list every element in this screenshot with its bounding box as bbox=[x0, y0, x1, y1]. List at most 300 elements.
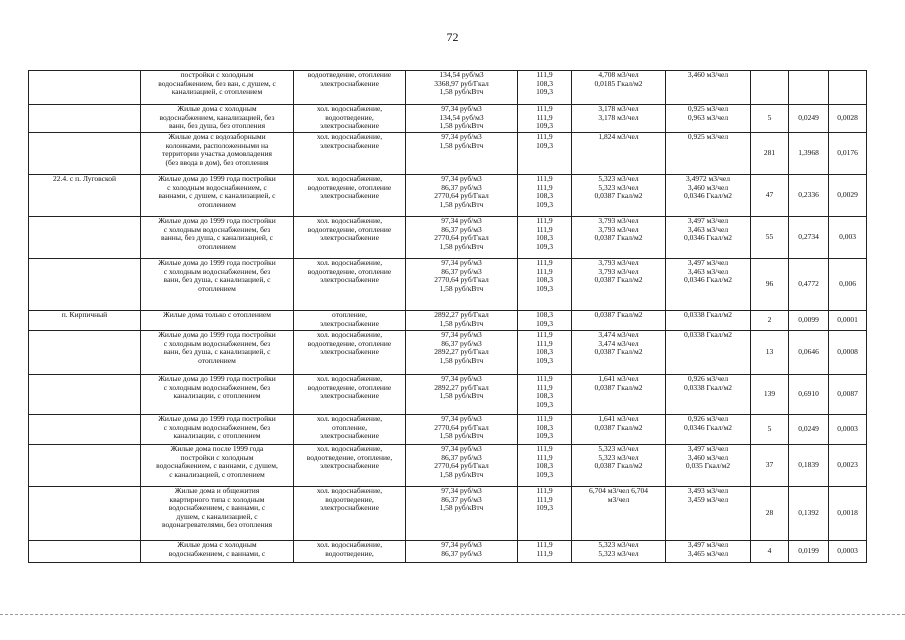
tariff-cell bbox=[406, 217, 518, 259]
cell-line: 5,323 м3/чел bbox=[598, 548, 639, 558]
cell-line: 109,3 bbox=[536, 318, 553, 328]
index-cell bbox=[518, 541, 572, 563]
cell-line: 3,460 м3/чел bbox=[687, 182, 729, 192]
volume-cell: 0,2734 bbox=[789, 217, 829, 259]
cell-line: 97,34 руб/м3 bbox=[441, 174, 482, 183]
cell-line: электроснабжение bbox=[320, 233, 379, 243]
table-row bbox=[29, 175, 867, 217]
cell-line: колонками, расположенными на bbox=[165, 140, 269, 150]
cell-line: 1,58 руб/кВтч bbox=[439, 391, 484, 401]
cell-line: 109,3 bbox=[536, 355, 553, 365]
cell-line: Жилые дома после 1999 года bbox=[170, 444, 264, 453]
cell-line: электроснабжение bbox=[320, 391, 379, 401]
cell-line: 2770,64 руб/Гкал bbox=[434, 191, 489, 201]
cell-line: 111,9 bbox=[536, 216, 553, 225]
table-row bbox=[29, 331, 867, 375]
cell-line: электроснабжение bbox=[320, 431, 379, 441]
locality-cell bbox=[29, 259, 141, 311]
cell-line: 86,37 руб/м3 bbox=[441, 548, 482, 558]
norm-cell bbox=[572, 175, 666, 217]
norm-alt-cell bbox=[666, 375, 751, 415]
share-cell: 0,0023 bbox=[829, 445, 867, 487]
norm-cell bbox=[572, 487, 666, 541]
volume-cell: 0,4772 bbox=[789, 259, 829, 311]
locality-cell: 22.4. с п. Луговской bbox=[29, 175, 141, 217]
cell-line: ваннами, с душем, с канализацией, с bbox=[158, 191, 276, 201]
cell-line: душем, с канализацией, с bbox=[176, 511, 258, 521]
cell-line: 4,708 м3/чел bbox=[598, 70, 639, 79]
cell-line: 111,9 bbox=[536, 338, 553, 348]
cell-line: отопление, bbox=[332, 422, 367, 432]
category-cell bbox=[141, 71, 294, 105]
index-cell bbox=[518, 331, 572, 375]
count-cell: 28 bbox=[751, 487, 789, 541]
cell-line: 86,37 руб/м3 bbox=[441, 266, 482, 276]
cell-line: 1,58 руб/кВтч bbox=[439, 87, 484, 97]
category-cell bbox=[141, 105, 294, 133]
category-cell bbox=[141, 487, 294, 541]
tariff-cell bbox=[406, 259, 518, 311]
cell-line: электроснабжение bbox=[320, 347, 379, 357]
norm-cell bbox=[572, 311, 666, 331]
cell-line: 108,3 bbox=[536, 461, 553, 471]
cell-line: 0,0338 Гкал/м2 bbox=[683, 382, 733, 392]
cell-line: 2892,27 руб/Гкал bbox=[434, 347, 489, 357]
cell-line: 86,37 руб/м3 bbox=[441, 494, 482, 504]
services-cell bbox=[294, 175, 406, 217]
cell-line: водоотведение, отопление bbox=[307, 382, 392, 392]
cell-line: 0,0387 Гкал/м2 bbox=[594, 191, 643, 201]
table-row bbox=[29, 71, 867, 105]
volume-cell: 0,1839 bbox=[789, 445, 829, 487]
index-cell bbox=[518, 445, 572, 487]
share-cell: 0,0018 bbox=[829, 487, 867, 541]
norm-cell bbox=[572, 105, 666, 133]
cell-line: 1,58 руб/кВтч bbox=[439, 140, 484, 150]
cell-line: электроснабжение bbox=[320, 318, 379, 328]
norm-alt-cell bbox=[666, 217, 751, 259]
cell-line: 1,641 м3/чел bbox=[598, 374, 639, 383]
volume-cell: 0,0199 bbox=[789, 541, 829, 563]
cell-line: 5,323 м3/чел bbox=[598, 444, 639, 453]
cell-line: 3,460 м3/чел bbox=[687, 452, 729, 462]
count-cell: 139 bbox=[751, 375, 789, 415]
volume-cell: 0,0249 bbox=[789, 105, 829, 133]
cell-line: 3,178 м3/чел bbox=[598, 104, 639, 113]
cell-line: 97,34 руб/м3 bbox=[441, 258, 482, 267]
cell-line: 0,0387 Гкал/м2 bbox=[594, 310, 643, 319]
cell-line: с холодным водоснабжением, без bbox=[163, 422, 271, 432]
count-cell: 4 bbox=[751, 541, 789, 563]
count-cell bbox=[751, 71, 789, 105]
cell-line: Жилые дома до 1999 года постройки bbox=[158, 414, 276, 423]
services-cell bbox=[294, 311, 406, 331]
cell-line: 5,323 м3/чел bbox=[598, 174, 639, 183]
count-cell: 2 bbox=[751, 311, 789, 331]
cell-line: 3,793 м3/чел bbox=[598, 258, 639, 267]
count-cell: 55 bbox=[751, 217, 789, 259]
volume-cell: 1,3968 bbox=[789, 133, 829, 175]
index-cell bbox=[518, 217, 572, 259]
cell-line: 109,3 bbox=[536, 241, 553, 251]
locality-cell bbox=[29, 331, 141, 375]
services-cell bbox=[294, 487, 406, 541]
services-cell bbox=[294, 415, 406, 445]
cell-line: 109,3 bbox=[536, 283, 553, 293]
table-row bbox=[29, 105, 867, 133]
tariff-cell bbox=[406, 541, 518, 563]
cell-line: 111,9 bbox=[536, 382, 553, 392]
volume-cell: 0,0646 bbox=[789, 331, 829, 375]
table-row bbox=[29, 375, 867, 415]
share-cell: 0,0176 bbox=[829, 133, 867, 175]
cell-line: с канализацией, с отоплением bbox=[169, 469, 265, 479]
cell-line: 86,37 руб/м3 bbox=[441, 182, 482, 192]
services-cell bbox=[294, 71, 406, 105]
cell-line: 108,3 bbox=[536, 191, 553, 201]
share-cell bbox=[829, 71, 867, 105]
norm-cell bbox=[572, 331, 666, 375]
cell-line: 97,34 руб/м3 bbox=[441, 486, 482, 495]
cell-line: ванн, без душа, с канализацией, с bbox=[163, 275, 271, 285]
cell-line: Жилые дома до 1999 года постройки bbox=[158, 174, 276, 183]
cell-line: 3368,97 руб/Гкал bbox=[434, 78, 489, 88]
tariff-cell bbox=[406, 375, 518, 415]
cell-line: водоотведение, отопление, bbox=[306, 452, 393, 462]
cell-line: 97,34 руб/м3 bbox=[441, 414, 482, 423]
table-row bbox=[29, 445, 867, 487]
volume-cell bbox=[789, 71, 829, 105]
norm-alt-cell bbox=[666, 105, 751, 133]
cell-line: 109,3 bbox=[536, 469, 553, 479]
cell-line: 97,34 руб/м3 bbox=[441, 540, 482, 549]
index-cell bbox=[518, 311, 572, 331]
cell-line: Жилые дома только с отоплением bbox=[163, 310, 271, 319]
cell-line: 1,58 руб/кВтч bbox=[439, 318, 484, 328]
cell-line: 108,3 bbox=[536, 310, 553, 319]
table-row bbox=[29, 217, 867, 259]
cell-line: постройки с холодным bbox=[180, 452, 254, 462]
category-cell bbox=[141, 445, 294, 487]
services-cell bbox=[294, 217, 406, 259]
cell-line: электроснабжение bbox=[320, 191, 379, 201]
cell-line: отоплением bbox=[198, 283, 236, 293]
cell-line: 0,0346 Гкал/м2 bbox=[683, 191, 733, 201]
cell-line: водоотведение, bbox=[325, 494, 374, 504]
cell-line: 108,3 bbox=[536, 233, 553, 243]
cell-line: 111,9 bbox=[536, 330, 553, 339]
cell-line: 0,035 Гкал/м2 bbox=[685, 461, 731, 471]
cell-line: 109,3 bbox=[536, 503, 553, 513]
cell-line: постройки с холодным bbox=[180, 70, 254, 79]
cell-line: водоотведение, отопление bbox=[307, 70, 392, 79]
category-cell bbox=[141, 259, 294, 311]
cell-line: 111,9 bbox=[536, 414, 553, 423]
cell-line: 3,465 м3/чел bbox=[687, 548, 729, 558]
cell-line: хол. водоснабжение, bbox=[316, 216, 383, 225]
cell-line: 3,474 м3/чел bbox=[598, 330, 639, 339]
cell-line: 3,463 м3/чел bbox=[687, 224, 729, 234]
cell-line: 1,58 руб/кВтч bbox=[439, 241, 484, 251]
cell-line: 3,4972 м3/чел bbox=[686, 174, 730, 183]
table-row bbox=[29, 487, 867, 541]
cell-line: 5,323 м3/чел bbox=[598, 182, 639, 192]
cell-line: 5,323 м3/чел bbox=[598, 452, 639, 462]
cell-line: канализации, с отоплением bbox=[173, 431, 261, 441]
cell-line: 97,34 руб/м3 bbox=[441, 444, 482, 453]
cell-line: Жилые дома до 1999 года постройки bbox=[158, 330, 276, 339]
cell-line: 3,459 м3/чел bbox=[687, 494, 729, 504]
cell-line: хол. водоснабжение, bbox=[316, 540, 383, 549]
cell-line: водонагревателями, без отопления bbox=[161, 520, 273, 530]
locality-cell bbox=[29, 105, 141, 133]
cell-line: канализацией, с отоплением bbox=[171, 87, 263, 97]
cell-line: водоотведение, bbox=[325, 112, 374, 122]
locality-cell bbox=[29, 217, 141, 259]
cell-line: 134,54 руб/м3 bbox=[439, 70, 484, 79]
cell-line: 3,460 м3/чел bbox=[687, 70, 729, 79]
cell-line: территории участка домовладения bbox=[162, 149, 272, 159]
cell-line: хол. водоснабжение, bbox=[316, 444, 383, 453]
cell-line: 2892,27 руб/Гкал bbox=[434, 310, 489, 319]
count-cell: 96 bbox=[751, 259, 789, 311]
cell-line: 111,9 bbox=[536, 548, 553, 558]
cell-line: 109,3 bbox=[536, 87, 553, 97]
category-cell bbox=[141, 541, 294, 563]
tariff-cell bbox=[406, 71, 518, 105]
norm-cell bbox=[572, 541, 666, 563]
cell-line: электроснабжение bbox=[320, 121, 379, 131]
index-cell bbox=[518, 375, 572, 415]
cell-line: водоотведение, bbox=[325, 548, 374, 558]
cell-line: ванн, без душа, с канализацией, с bbox=[163, 347, 271, 357]
cell-line: хол. водоснабжение, bbox=[316, 486, 383, 495]
cell-line: 0,0387 Гкал/м2 bbox=[594, 233, 643, 243]
cell-line: 3,463 м3/чел bbox=[687, 266, 729, 276]
norm-alt-cell bbox=[666, 259, 751, 311]
index-cell bbox=[518, 175, 572, 217]
locality-cell bbox=[29, 445, 141, 487]
cell-line: с холодным водоснабжением, без bbox=[163, 224, 271, 234]
cell-line: хол. водоснабжение, bbox=[316, 174, 383, 183]
cell-line: 108,3 bbox=[536, 391, 553, 401]
cell-line: 134,54 руб/м3 bbox=[439, 112, 484, 122]
cell-line: 108,3 bbox=[536, 78, 553, 88]
table-row bbox=[29, 133, 867, 175]
cell-line: 111,9 bbox=[536, 494, 553, 504]
cell-line: с холодным водоснабжением, без bbox=[163, 338, 271, 348]
cell-line: водоотведение, отопление bbox=[307, 338, 392, 348]
cell-line: с холодным водоснабжением, без bbox=[163, 266, 271, 276]
cell-line: 111,9 bbox=[536, 104, 553, 113]
cell-line: 97,34 руб/м3 bbox=[441, 216, 482, 225]
cell-line: 3,793 м3/чел bbox=[598, 216, 639, 225]
count-cell: 13 bbox=[751, 331, 789, 375]
cell-line: 0,925 м3/чел bbox=[687, 104, 729, 113]
cell-line: 0,0387 Гкал/м2 bbox=[594, 347, 643, 357]
category-cell bbox=[141, 311, 294, 331]
index-cell bbox=[518, 71, 572, 105]
cell-line: квартирного типа с холодным bbox=[169, 494, 265, 504]
cell-line: 0,0338 Гкал/м2 bbox=[683, 330, 733, 339]
cell-line: 0,0346 Гкал/м2 bbox=[683, 422, 733, 432]
cell-line: 2770,64 руб/Гкал bbox=[434, 275, 489, 285]
services-cell bbox=[294, 445, 406, 487]
cell-line: 1,58 руб/кВтч bbox=[439, 121, 484, 131]
cell-line: электроснабжение bbox=[320, 140, 379, 150]
cell-line: 0,0387 Гкал/м2 bbox=[594, 382, 643, 392]
cell-line: 97,34 руб/м3 bbox=[441, 104, 482, 113]
category-cell bbox=[141, 133, 294, 175]
volume-cell: 0,2336 bbox=[789, 175, 829, 217]
page-number: 72 bbox=[446, 30, 459, 44]
cell-line: 3,497 м3/чел bbox=[687, 216, 729, 225]
services-cell bbox=[294, 259, 406, 311]
cell-line: Жилые дома и общежития bbox=[174, 486, 260, 495]
cell-line: 86,37 руб/м3 bbox=[441, 224, 482, 234]
cell-line: 5,323 м3/чел bbox=[598, 540, 639, 549]
cell-line: 1,58 руб/кВтч bbox=[439, 355, 484, 365]
count-cell: 37 bbox=[751, 445, 789, 487]
cell-line: 0,0338 Гкал/м2 bbox=[683, 310, 733, 319]
tariff-cell bbox=[406, 415, 518, 445]
cell-line: 97,34 руб/м3 bbox=[441, 374, 482, 383]
share-cell: 0,0001 bbox=[829, 311, 867, 331]
cell-line: отопление, bbox=[332, 310, 367, 319]
services-cell bbox=[294, 375, 406, 415]
cell-line: 111,9 bbox=[536, 132, 553, 141]
norm-alt-cell bbox=[666, 133, 751, 175]
cell-line: 0,0346 Гкал/м2 bbox=[683, 275, 733, 285]
count-cell: 47 bbox=[751, 175, 789, 217]
table-row bbox=[29, 259, 867, 311]
norm-cell bbox=[572, 217, 666, 259]
cell-line: 97,34 руб/м3 bbox=[441, 132, 482, 141]
tariff-cell bbox=[406, 105, 518, 133]
cell-line: 1,58 руб/кВтч bbox=[439, 283, 484, 293]
cell-line: ванн, без душа, без отопления bbox=[168, 121, 266, 131]
index-cell bbox=[518, 415, 572, 445]
cell-line: водоснабжением, с ваннами, с душем, bbox=[156, 461, 278, 471]
cell-line: водоснабжением, с ваннами, с bbox=[168, 548, 266, 558]
norm-alt-cell bbox=[666, 331, 751, 375]
share-cell: 0,0003 bbox=[829, 541, 867, 563]
cell-line: 109,3 bbox=[536, 199, 553, 209]
locality-cell bbox=[29, 487, 141, 541]
tariff-cell bbox=[406, 331, 518, 375]
count-cell: 5 bbox=[751, 105, 789, 133]
cell-line: 111,9 bbox=[536, 444, 553, 453]
cell-line: Жилые дома до 1999 года постройки bbox=[158, 258, 276, 267]
norm-alt-cell bbox=[666, 445, 751, 487]
cell-line: водоснабжением, канализацией, без bbox=[159, 112, 275, 122]
cell-line: 0,0185 Гкал/м2 bbox=[594, 78, 643, 88]
locality-cell bbox=[29, 415, 141, 445]
cell-line: 111,9 bbox=[536, 174, 553, 183]
norm-cell bbox=[572, 445, 666, 487]
cell-line: хол. водоснабжение, bbox=[316, 330, 383, 339]
share-cell: 0,003 bbox=[829, 217, 867, 259]
share-cell: 0,0008 bbox=[829, 331, 867, 375]
tariff-cell bbox=[406, 487, 518, 541]
cell-line: с холодным водоснабжением, без bbox=[163, 382, 271, 392]
cell-line: 6,704 м3/чел 6,704 bbox=[589, 486, 648, 495]
cell-line: 86,37 руб/м3 bbox=[441, 452, 482, 462]
tariff-norms-table bbox=[28, 70, 867, 563]
cell-line: 3,497 м3/чел bbox=[687, 258, 729, 267]
table-row bbox=[29, 541, 867, 563]
norm-cell bbox=[572, 133, 666, 175]
cell-line: 111,9 bbox=[536, 182, 553, 192]
cell-line: водоотведение, отопление bbox=[307, 266, 392, 276]
cell-line: 1,58 руб/кВтч bbox=[439, 503, 484, 513]
cell-line: 111,9 bbox=[536, 266, 553, 276]
cell-line: 0,963 м3/чел bbox=[687, 112, 729, 122]
tariff-cell bbox=[406, 311, 518, 331]
cell-line: хол. водоснабжение, bbox=[316, 104, 383, 113]
index-cell bbox=[518, 105, 572, 133]
cell-line: 1,641 м3/чел bbox=[598, 414, 639, 423]
cell-line: м3/чел bbox=[607, 494, 630, 504]
category-cell bbox=[141, 375, 294, 415]
cell-line: хол. водоснабжение, bbox=[316, 374, 383, 383]
norm-cell bbox=[572, 375, 666, 415]
cell-line: 108,3 bbox=[536, 347, 553, 357]
norm-alt-cell bbox=[666, 71, 751, 105]
cell-line: 3,793 м3/чел bbox=[598, 266, 639, 276]
cell-line: водоснабжением, без ван, с душем, с bbox=[158, 78, 276, 88]
cell-line: 109,3 bbox=[536, 399, 553, 409]
cell-line: 111,9 bbox=[536, 486, 553, 495]
category-cell bbox=[141, 175, 294, 217]
cell-line: 3,497 м3/чел bbox=[687, 444, 729, 453]
cell-line: 111,9 bbox=[536, 258, 553, 267]
cell-line: 0,0387 Гкал/м2 bbox=[594, 275, 643, 285]
norm-alt-cell bbox=[666, 311, 751, 331]
locality-cell bbox=[29, 375, 141, 415]
cell-line: водоотведение, отопление bbox=[307, 182, 392, 192]
tariff-cell bbox=[406, 133, 518, 175]
norm-alt-cell bbox=[666, 415, 751, 445]
cell-line: ванны, без душа, с канализацией, с bbox=[161, 233, 273, 243]
cell-line: 111,9 bbox=[536, 374, 553, 383]
cell-line: отоплением bbox=[198, 241, 236, 251]
cell-line: канализации, с отоплением bbox=[173, 391, 261, 401]
cell-line: (без ввода в дом), без отопления bbox=[165, 157, 269, 167]
share-cell: 0,0087 bbox=[829, 375, 867, 415]
count-cell: 5 bbox=[751, 415, 789, 445]
cell-line: 2770,64 руб/Гкал bbox=[434, 233, 489, 243]
cell-line: хол. водоснабжение, bbox=[316, 258, 383, 267]
cell-line: хол. водоснабжение, bbox=[316, 132, 383, 141]
cell-line: 1,58 руб/кВтч bbox=[439, 431, 484, 441]
cell-line: Жилые дома до 1999 года постройки bbox=[158, 216, 276, 225]
page-bottom-rule bbox=[0, 614, 905, 615]
category-cell bbox=[141, 415, 294, 445]
cell-line: 111,9 bbox=[536, 70, 553, 79]
cell-line: 3,474 м3/чел bbox=[598, 338, 639, 348]
cell-line: электроснабжение bbox=[320, 503, 379, 513]
norm-alt-cell bbox=[666, 541, 751, 563]
tariff-cell bbox=[406, 175, 518, 217]
locality-cell bbox=[29, 133, 141, 175]
cell-line: 2770,64 руб/Гкал bbox=[434, 422, 489, 432]
locality-cell bbox=[29, 71, 141, 105]
norm-cell bbox=[572, 71, 666, 105]
cell-line: 0,0346 Гкал/м2 bbox=[683, 233, 733, 243]
cell-line: с холодным водоснабжением, с bbox=[167, 182, 267, 192]
norm-alt-cell bbox=[666, 175, 751, 217]
